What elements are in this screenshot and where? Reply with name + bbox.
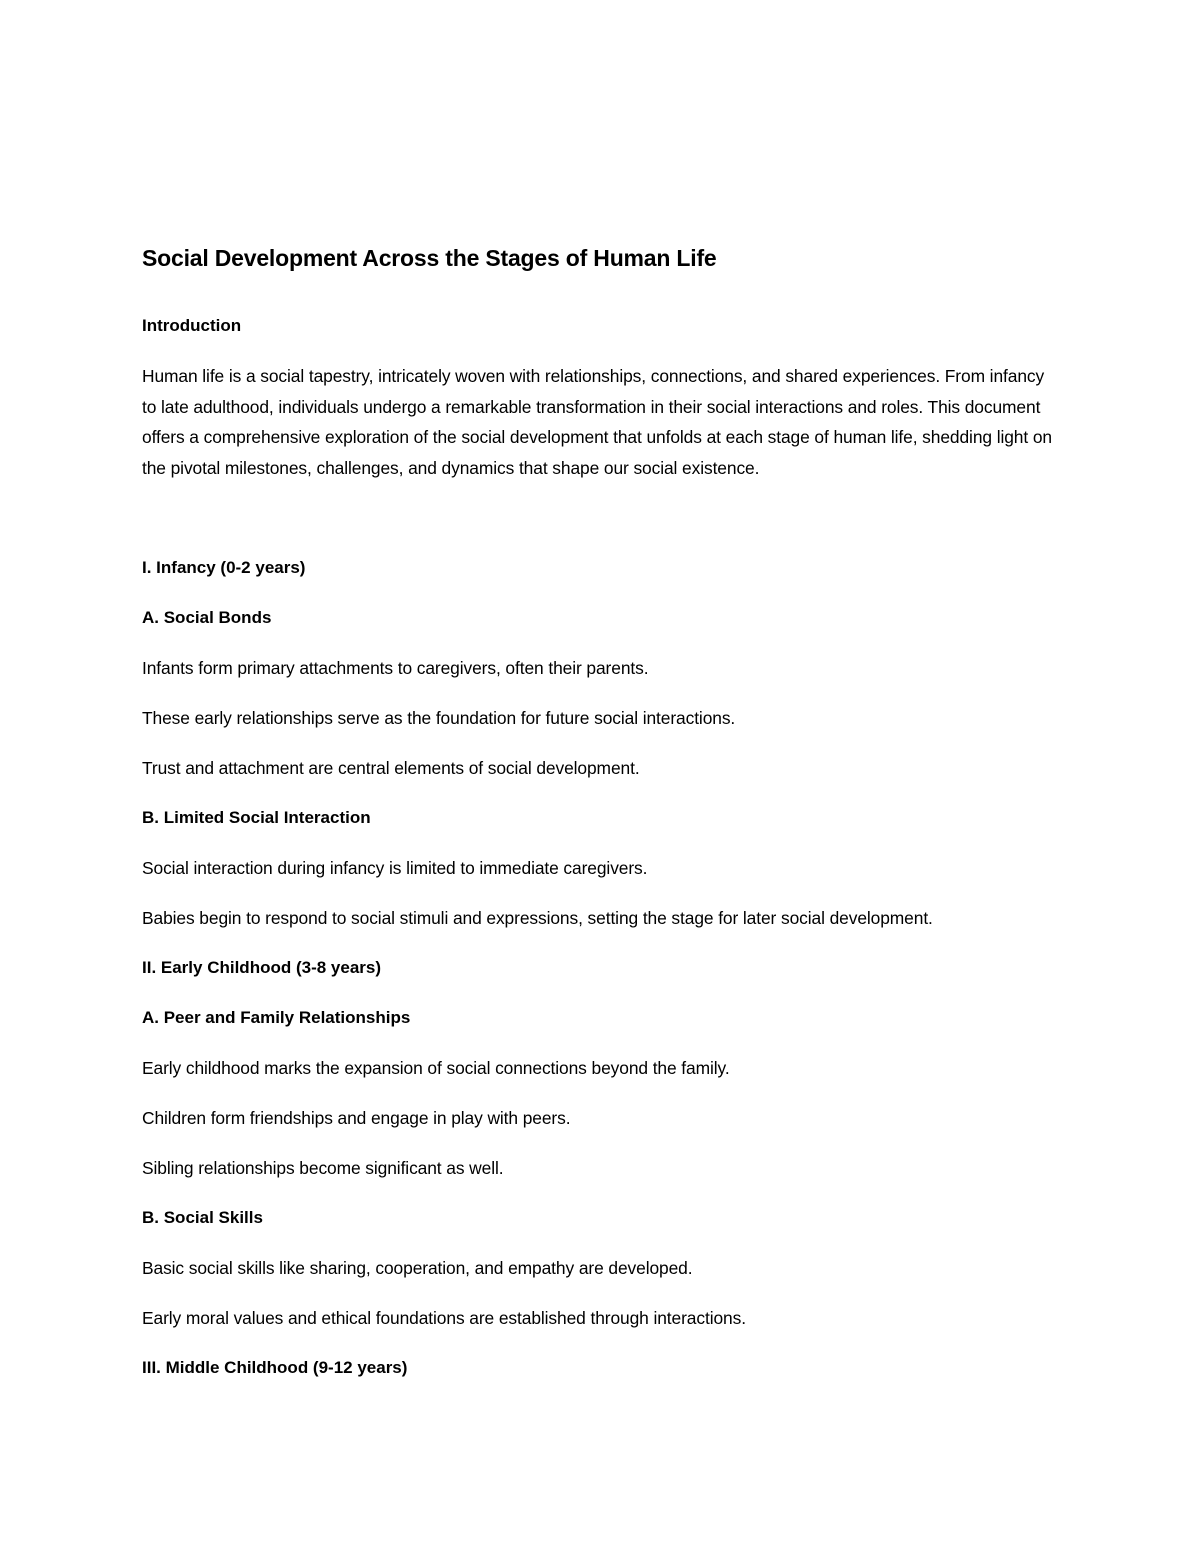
document-title: Social Development Across the Stages of Human Life [142,245,717,271]
body-line: Babies begin to respond to social stimuli and expressions, setting the stage for later social development. [142,908,933,928]
body-line: Early moral values and ethical foundations are established through interactions. [142,1308,746,1328]
section-heading-middle-childhood: III. Middle Childhood (9-12 years) [142,1358,408,1377]
body-line: Sibling relationships become significant as well. [142,1158,504,1178]
section-heading-early-childhood: II. Early Childhood (3-8 years) [142,958,382,977]
subsection-heading-social-bonds: A. Social Bonds [142,608,272,627]
body-line: Infants form primary attachments to caregivers, often their parents. [142,658,649,678]
introduction-paragraph: Human life is a social tapestry, intricately woven with relationships, connections, and shared experiences. From infancy to late adulthood, individuals undergo a remarkable transformation in their social interactions and roles. This document offers a comprehensive exploration of the social development that unfolds at each stage of human life, shedding light on the pivotal milestones, challenges, and dynamics that shape our social existence. [142,366,1052,478]
body-line: Basic social skills like sharing, cooperation, and empathy are developed. [142,1258,693,1278]
document-body [142,240,1062,1381]
body-line: Early childhood marks the expansion of social connections beyond the family. [142,1058,730,1078]
body-line: Trust and attachment are central elements of social development. [142,758,640,778]
section-heading-infancy: I. Infancy (0-2 years) [142,558,306,577]
body-line: Social interaction during infancy is limited to immediate caregivers. [142,858,648,878]
subsection-heading-peer-family-relationships: A. Peer and Family Relationships [142,1008,411,1027]
body-line: These early relationships serve as the foundation for future social interactions. [142,708,736,728]
subsection-heading-social-skills: B. Social Skills [142,1208,263,1227]
subsection-heading-limited-social-interaction: B. Limited Social Interaction [142,808,371,827]
introduction-heading: Introduction [142,316,242,335]
body-line: Children form friendships and engage in play with peers. [142,1108,571,1128]
